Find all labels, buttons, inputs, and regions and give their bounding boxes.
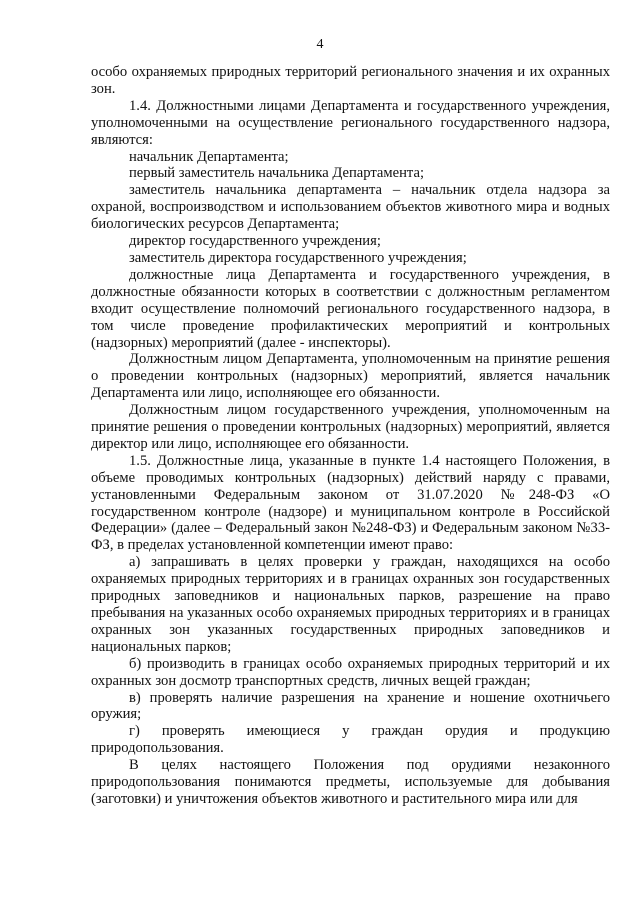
paragraph: особо охраняемых природных территорий регионального значения и их охранных зон. (91, 64, 610, 97)
list-item: директор государственного учреждения; (129, 233, 381, 250)
paragraph: 1.5. Должностные лица, указанные в пункте 1.4 настоящего Положения, в объеме проводимых контрольных (надзорных) действий наряду с правами, установленными Федеральным законом от 31.07.2020 №248-ФЗ «О государственном контроле (надзоре) и муниципальном контроле в Российской Федерации» (далее – Федеральный закон №248-ФЗ) и Федеральным законом №33-ФЗ, в пределах установленной компетенции имеют право: (91, 452, 610, 554)
list-item: б) производить в границах особо охраняемых природных территорий и их охранных зон досмотр транспортных средств, личных вещей граждан; (91, 655, 610, 689)
page-number: 4 (316, 37, 324, 52)
list-item: должностные лица Департамента и государственного учреждения, в должностные обязанности которых в соответствии с должностным регламентом входит осуществление полномочий регионального государственного надзора, в том числе проведение профилактических мероприятий и контрольных (надзорных) мероприятий (далее - инспекторы). (91, 266, 610, 351)
list-item: начальник Департамента; (129, 148, 289, 165)
paragraph: Должностным лицом Департамента, уполномоченным на принятие решения о проведении контрольных (надзорных) мероприятий, является начальник Департамента или лицо, исполняющее его обязанности. (91, 351, 610, 402)
list-item: первый заместитель начальника Департамента; (129, 165, 425, 182)
paragraph: Должностным лицом государственного учреждения, уполномоченным на принятие решения о проведении контрольных (надзорных) мероприятий, является директор или лицо, исполняющее его обязанности. (91, 402, 610, 452)
list-item: заместитель директора государственного учреждения; (129, 249, 467, 266)
paragraph: 1.4. Должностными лицами Департамента и государственного учреждения, уполномоченными на осуществление регионального государственного надзора, являются: (91, 97, 610, 148)
list-item: г) проверять имеющиеся у граждан орудия и продукцию природопользования. (91, 723, 610, 757)
list-item: а) запрашивать в целях проверки у граждан, находящихся на особо охраняемых природных территориях и в границах охранных зон государственных природных заповедников и национальных парков, разрешение на право пребывания на указанных особо охраняемых природных территориях и в границах охранных зон указанных государственных природных заповедников и национальных парков; (91, 554, 610, 655)
document-body (91, 64, 610, 808)
list-item: в) проверять наличие разрешения на хранение и ношение охотничьего оружия; (91, 689, 610, 723)
list-item: заместитель начальника департамента – начальник отдела надзора за охраной, воспроизводством и использованием объектов животного мира и водных биологических ресурсов Департамента; (91, 182, 610, 233)
paragraph: В целях настоящего Положения под орудиями незаконного природопользования понимаются предметы, используемые для добывания (заготовки) и уничтожения объектов животного и растительного мира или для (91, 757, 610, 807)
